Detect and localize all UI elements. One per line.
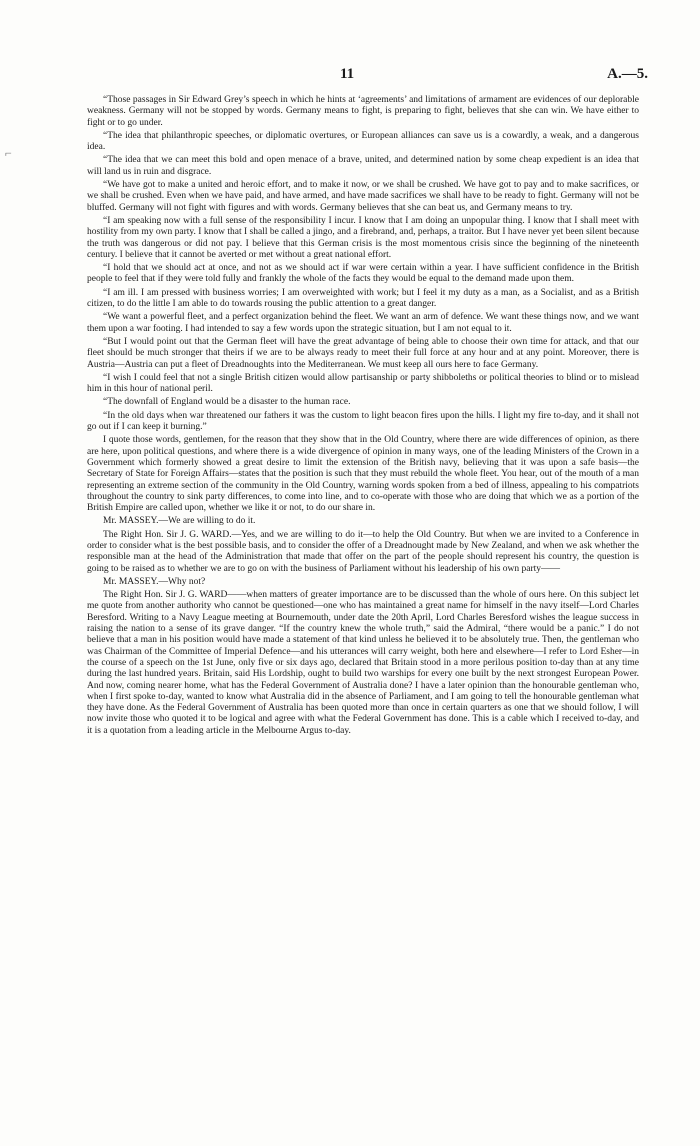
- document-reference: A.—5.: [607, 66, 648, 82]
- paragraph: “The downfall of England would be a disaster to the human race.: [103, 397, 351, 408]
- paragraph: “I wish I could feel that not a single British citizen would allow partisanship or party shibboleths or political theories to blind or to mislead him in this hour of national peril.: [87, 372, 639, 395]
- paragraph: “Those passages in Sir Edward Grey’s speech in which he hints at ‘agreements’ and limitations of armament are evidences of our deplorable weakness. Germany will not be stopped by words. Germany means to fight, is preparing to fight, believes that she can win. We have either to fight or to go under.: [87, 95, 639, 128]
- paragraph: Mr. MASSEY.—We are willing to do it.: [103, 516, 256, 527]
- paragraph: “I am ill. I am pressed with business worries; I am overweighted with work; but I feel it my duty as a man, as a Socialist, and as a British citizen, to do the little I am able to do towards rousing the public attention to a great danger.: [87, 287, 639, 310]
- page-number: 11: [340, 66, 355, 82]
- paragraph: “In the old days when war threatened our fathers it was the custom to light beacon fires upon the hills. I light my fire to-day, and it shall not go out if I can keep it burning.”: [87, 410, 639, 433]
- page-body: [87, 95, 639, 1125]
- paragraph: “We have got to make a united and heroic effort, and to make it now, or we shall be crushed. We have got to pay and to make sacrifices, or we shall be crushed. Even when we have paid, and have armed, and have made sacrifices we shall have to be ready to fight. Germany will not be bluffed. Germany will not fight with figures and with words. Germany believes that she can beat us, and Germany means to try.: [87, 180, 639, 213]
- paragraph: The Right Hon. Sir J. G. WARD——when matters of greater importance are to be discussed than the whole of ours here. On this subject let me quote from another authority who cannot be questioned—one who has maintained a great name for himself in the navy itself—Lord Charles Beresford. Writing to a Navy League meeting at Bournemouth, under date the 20th April, Lord Charles Beresford wishes the league success in raising the nation to a sense of its grave danger. “If the country knew the whole truth,” said the Admiral, “there would be a panic.” I do not believe that a man in his position would have made a statement of that kind unless he believed it to be absolutely true. Then, the gentleman who was Chairman of the Committee of Imperial Defence—and his utterances will carry weight, both here and elsewhere—I refer to Lord Esher—in the course of a speech on the 1st June, only five or six days ago, declared that Britain stood in a more perilous position to-day than at any time during the last hundred years. Britain, said His Lordship, ought to build two warships for every one built by the next strongest European Power. And now, coming nearer home, what has the Federal Government of Australia done? I have a later opinion than the honourable gentleman who, when I first spoke to-day, wanted to know what Australia did in the absence of Parliament, and I am going to tell the honourable gentleman what they have done. As the Federal Government of Australia has been quoted more than once in certain quarters as one that we should follow, I will now invite those who quoted it to be logical and agree with what the Federal Government has done. This is a cable which I received to-day, and it is a quotation from a leading article in the Melbourne Argus to-day.: [87, 590, 639, 736]
- paragraph: “I hold that we should act at once, and not as we should act if war were certain within a year. I have sufficient confidence in the British people to feel that if they were told fully and frankly the whole of the facts they would be equal to the demand made upon them.: [87, 263, 639, 285]
- paragraph: The Right Hon. Sir J. G. WARD.—Yes, and we are willing to do it—to help the Old Country. But when we are invited to a Conference in order to consider what is the best possible basis, and to consider the offer of a Dreadnought made by New Zealand, and when we ask whether the responsible man at the head of the Administration that made that offer on the part of the people should represent his country, the question is going to be raised as to whether we are to go on with the business of Parliament without his leadership of his own party——: [87, 529, 639, 574]
- page-header: [0, 66, 700, 86]
- paragraph: “The idea that we can meet this bold and open menace of a brave, united, and determined nation by some cheap expedient is an idea that will land us in ruin and disgrace.: [87, 155, 639, 177]
- paragraph: “But I would point out that the German fleet will have the great advantage of being able to choose their own time for attack, and that our fleet should be much stronger that theirs if we are to be always ready to meet their full force at any hour and at any point. Moreover, there is Austria—Austria can put a fleet of Dreadnoughts into the Mediterranean. We must keep all ours here to face Germany.: [87, 336, 639, 370]
- paragraph: I quote those words, gentlemen, for the reason that they show that in the Old Country, where there are wide differences of opinion, as there are here, upon political questions, and where there is a wide divergence of opinion in many ways, one of the leading Ministers of the Crown in a Government which formerly showed a great desire to limit the extension of the British navy, believing that it was upon a safe basis—the Secretary of State for Foreign Affairs—states that the position is such that they must rebuild the whole fleet. You hear, out of the mouth of a man representing an extreme section of the community in the Old Country, warning words spoken from a bed of illness, appealing to his compatriots throughout the country to sink party differences, to come into line, and to co-operate with those who are doing that which we as a portion of the British Empire are called upon, whether we like it or not, to do our share in.: [87, 435, 639, 514]
- paragraph: “The idea that philanthropic speeches, or diplomatic overtures, or European alliances can save us is a cowardly, a weak, and a dangerous idea.: [87, 130, 639, 153]
- paragraph: Mr. MASSEY.—Why not?: [103, 576, 206, 587]
- paragraph: “I am speaking now with a full sense of the responsibility I incur. I know that I am doing an unpopular thing. I know that I shall meet with hostility from my own party. I know that I shall be called a jingo, and a firebrand, and, perhaps, a traitor. But I have never yet been silent because the truth was dangerous or did not pay. I believe that this German crisis is the most momentous crisis since the beginning of the nineteenth century. I believe that it cannot be averted or met without a great national effort.: [87, 215, 639, 260]
- paragraph: “We want a powerful fleet, and a perfect organization behind the fleet. We want an arm of defence. We want these things now, and we want them upon a war footing. I had intended to say a few words upon the strategic situation, but I am not equal to it.: [87, 312, 639, 334]
- margin-mark: ⌐: [5, 146, 12, 160]
